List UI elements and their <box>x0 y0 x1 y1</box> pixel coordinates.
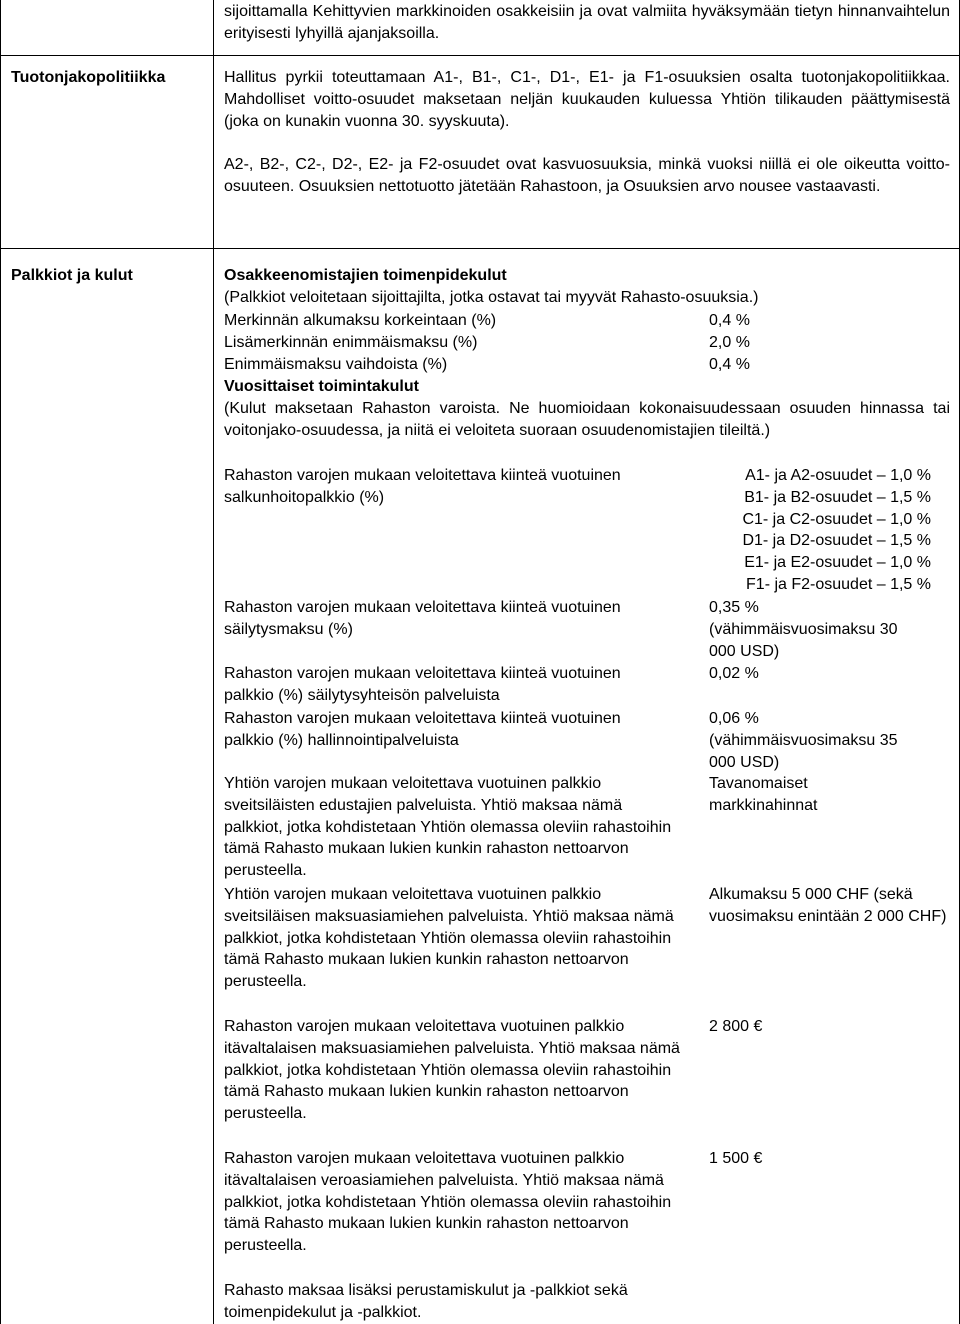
fees-label: Palkkiot ja kulut <box>11 267 133 284</box>
shareholder-fees-note: (Palkkiot veloitetaan sijoittajilta, jotka ostavat tai myyvät Rahasto-osuuksia.) <box>224 289 759 306</box>
fee-row-value: 2,0 % <box>709 334 750 351</box>
swiss-paying-agent-fee-label: Yhtiön varojen mukaan veloitettava vuotuinen palkkio sveitsiläisen maksuasiamiehen palveluista. Yhtiö maksaa nämä palkkiot, jotka kohdistetaan Yhtiön olemassa oleviin rahastoihin tämä Rahasto mukaan lukien kunkin rahaston nettoarvon perusteella. <box>224 886 674 991</box>
table-left-border <box>0 0 1 1324</box>
row-divider <box>0 55 960 56</box>
management-fee-values <box>709 465 944 596</box>
management-fee-label: Rahaston varojen mukaan veloitettava kiinteä vuotuinen salkunhoitopalkkio (%) <box>224 467 621 506</box>
management-fee-value: C1- ja C2-osuudet – 1,0 % <box>742 510 931 528</box>
annual-costs-title: Vuosittaiset toimintakulut <box>224 378 419 395</box>
austrian-tax-agent-fee-label: Rahaston varojen mukaan veloitettava vuotuinen palkkio itävaltalaisen veroasiamiehen palveluista. Yhtiö maksaa nämä palkkiot, jotka kohdistetaan Yhtiön olemassa oleviin rahastoihin tämä Rahasto mukaan lukien kunkin rahaston nettoarvon perusteella. <box>224 1150 672 1255</box>
annual-costs-note: (Kulut maksetaan Rahaston varoista. Ne huomioidaan kokonaisuudessaan osuuden hinnassa tai voitonjako-osuudessa, ja niitä ei veloiteta suoraan osuudenomistajien tileiltä.) <box>224 400 950 439</box>
management-fee-value: E1- ja E2-osuudet – 1,0 % <box>744 554 931 572</box>
fee-row-value: 0,4 % <box>709 312 750 329</box>
fee-row-label: Merkinnän alkumaksu korkeintaan (%) <box>224 312 497 329</box>
column-divider <box>213 0 214 1324</box>
top-text: sijoittamalla Kehittyvien markkinoiden osakkeisiin ja ovat valmiita hyväksymään tietyn hinnanvaihtelun erityisesti lyhyillä ajanjaksoilla. <box>224 3 950 42</box>
austrian-paying-agent-fee-value: 2 800 € <box>709 1018 763 1035</box>
management-fee-value: D1- ja D2-osuudet – 1,5 % <box>742 532 931 550</box>
fee-row-label: Enimmäismaksu vaihdoista (%) <box>224 356 448 373</box>
swiss-representative-fee-value: Tavanomaiset markkinahinnat <box>709 775 818 814</box>
depositary-fee-label: Rahaston varojen mukaan veloitettava kiinteä vuotuinen palkkio (%) säilytysyhteisön palveluista <box>224 665 621 704</box>
admin-fee-value: 0,06 % (vähimmäisvuosimaksu 35 000 USD) <box>709 710 898 771</box>
fee-row-label: Lisämerkinnän enimmäismaksu (%) <box>224 334 478 351</box>
dividend-paragraph-2: A2-, B2-, C2-, D2-, E2- ja F2-osuudet ovat kasvuosuuksia, minkä vuoksi niillä ei ole oikeutta voitto-osuuteen. Osuuksien nettotuotto jätetään Rahastoon, ja Osuuksien arvo nousee vastaavasti. <box>224 156 950 195</box>
management-fee-value: A1- ja A2-osuudet – 1,0 % <box>745 467 931 484</box>
row-divider <box>0 248 960 249</box>
custody-fee-value: 0,35 % (vähimmäisvuosimaksu 30 000 USD) <box>709 599 898 660</box>
management-fee-value: F1- ja F2-osuudet – 1,5 % <box>746 575 931 593</box>
management-fee-value: B1- ja B2-osuudet – 1,5 % <box>744 488 931 506</box>
austrian-tax-agent-fee-value: 1 500 € <box>709 1150 763 1167</box>
custody-fee-label: Rahaston varojen mukaan veloitettava kiinteä vuotuinen säilytysmaksu (%) <box>224 599 621 638</box>
fee-row-value: 0,4 % <box>709 356 750 373</box>
admin-fee-label: Rahaston varojen mukaan veloitettava kiinteä vuotuinen palkkio (%) hallinnointipalveluista <box>224 710 621 749</box>
austrian-paying-agent-fee-label: Rahaston varojen mukaan veloitettava vuotuinen palkkio itävaltalaisen maksuasiamiehen palveluista. Yhtiö maksaa nämä palkkiot, jotka kohdistetaan Yhtiön olemassa oleviin rahastoihin tämä Rahasto mukaan lukien kunkin rahaston nettoarvon perusteella. <box>224 1018 680 1123</box>
shareholder-fees-title: Osakkeenomistajien toimenpidekulut <box>224 267 507 284</box>
depositary-fee-value: 0,02 % <box>709 665 759 682</box>
dividend-label: Tuotonjakopolitiikka <box>11 69 166 86</box>
swiss-representative-fee-label: Yhtiön varojen mukaan veloitettava vuotuinen palkkio sveitsiläisten edustajien palveluista. Yhtiö maksaa nämä palkkiot, jotka kohdistetaan Yhtiön olemassa oleviin rahastoihin tämä Rahasto mukaan lukien kunkin rahaston nettoarvon perusteella. <box>224 775 672 880</box>
swiss-paying-agent-fee-value: Alkumaksu 5 000 CHF (sekä vuosimaksu enintään 2 000 CHF) <box>709 886 947 925</box>
dividend-paragraph-1: Hallitus pyrkii toteuttamaan A1-, B1-, C1-, D1-, E1- ja F1-osuuksien osalta tuotonjakopolitiikkaa. Mahdolliset voitto-osuudet maksetaan neljän kuukauden kuluessa Yhtiön tilikauden päättymisestä (joka on kunakin vuonna 30. syyskuuta). <box>224 69 950 130</box>
closing-note: Rahasto maksaa lisäksi perustamiskulut ja -palkkiot sekä toimenpidekulut ja -palkkiot. <box>224 1282 628 1321</box>
